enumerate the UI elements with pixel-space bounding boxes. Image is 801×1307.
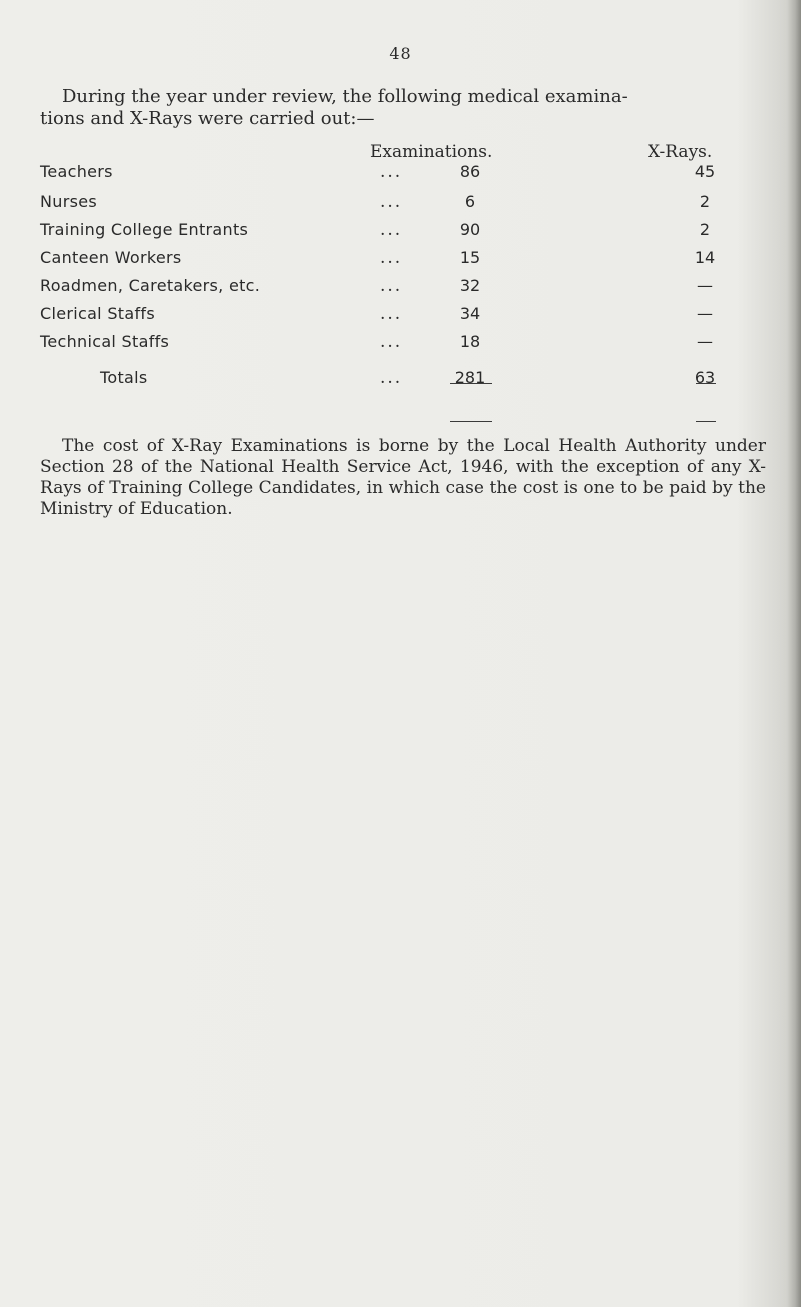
totals-leader-dots: ... [380, 368, 403, 388]
row-examinations: 34 [459, 304, 481, 323]
table-row [40, 192, 766, 216]
totals-row [40, 368, 766, 392]
row-label: Roadmen, Caretakers, etc. [40, 276, 261, 295]
table-row [40, 304, 766, 328]
row-examinations: 90 [459, 220, 481, 239]
header-xrays: X-Rays. [648, 142, 713, 162]
totals-examinations: 281 [454, 368, 486, 387]
row-leader-dots: ... [380, 276, 403, 296]
row-label: Technical Staffs [40, 332, 170, 351]
row-xrays: 14 [694, 248, 716, 267]
row-leader-dots: ... [380, 304, 403, 324]
table-row [40, 162, 766, 186]
totals-label: Totals [100, 368, 148, 387]
cost-note-text: The cost of X-Ray Examinations is borne by the Local Health Authority under Section 28 of the National Health Service Act, 1946, with the exception of any X-Rays of Training College Candidates, in which case the cost is one to be paid by the Ministry of Education. [40, 436, 766, 519]
row-xrays: 45 [694, 162, 716, 181]
row-leader-dots: ... [380, 248, 403, 268]
row-label: Canteen Workers [40, 248, 182, 267]
total-rule-xrays [696, 421, 716, 422]
page-number: 48 [389, 44, 412, 63]
row-examinations: 15 [459, 248, 481, 267]
row-xrays: 2 [699, 192, 711, 211]
intro-paragraph [40, 86, 766, 130]
table-row [40, 220, 766, 244]
table-row [40, 332, 766, 356]
row-leader-dots: ... [380, 192, 403, 212]
intro-line-2: tions and X-Rays were carried out:— [40, 108, 375, 129]
examinations-table [40, 142, 766, 388]
row-xrays: — [697, 332, 713, 351]
row-label: Training College Entrants [40, 220, 249, 239]
row-xrays: — [697, 304, 713, 323]
table-row [40, 276, 766, 300]
row-xrays: 2 [699, 220, 711, 239]
intro-line-1: During the year under review, the following medical examina- [62, 86, 628, 107]
total-rule-examinations [450, 421, 492, 422]
row-label: Nurses [40, 192, 98, 211]
row-leader-dots: ... [380, 162, 403, 182]
row-leader-dots: ... [380, 332, 403, 352]
row-examinations: 6 [464, 192, 476, 211]
row-examinations: 32 [459, 276, 481, 295]
row-examinations: 18 [459, 332, 481, 351]
cost-note-paragraph [40, 436, 766, 520]
header-examinations: Examinations. [370, 142, 493, 162]
row-xrays: — [697, 276, 713, 295]
table-row [40, 248, 766, 272]
row-examinations: 86 [459, 162, 481, 181]
page-edge-shadow [787, 0, 801, 1307]
row-leader-dots: ... [380, 220, 403, 240]
totals-xrays: 63 [694, 368, 716, 387]
row-label: Clerical Staffs [40, 304, 155, 323]
row-label: Teachers [40, 162, 113, 181]
